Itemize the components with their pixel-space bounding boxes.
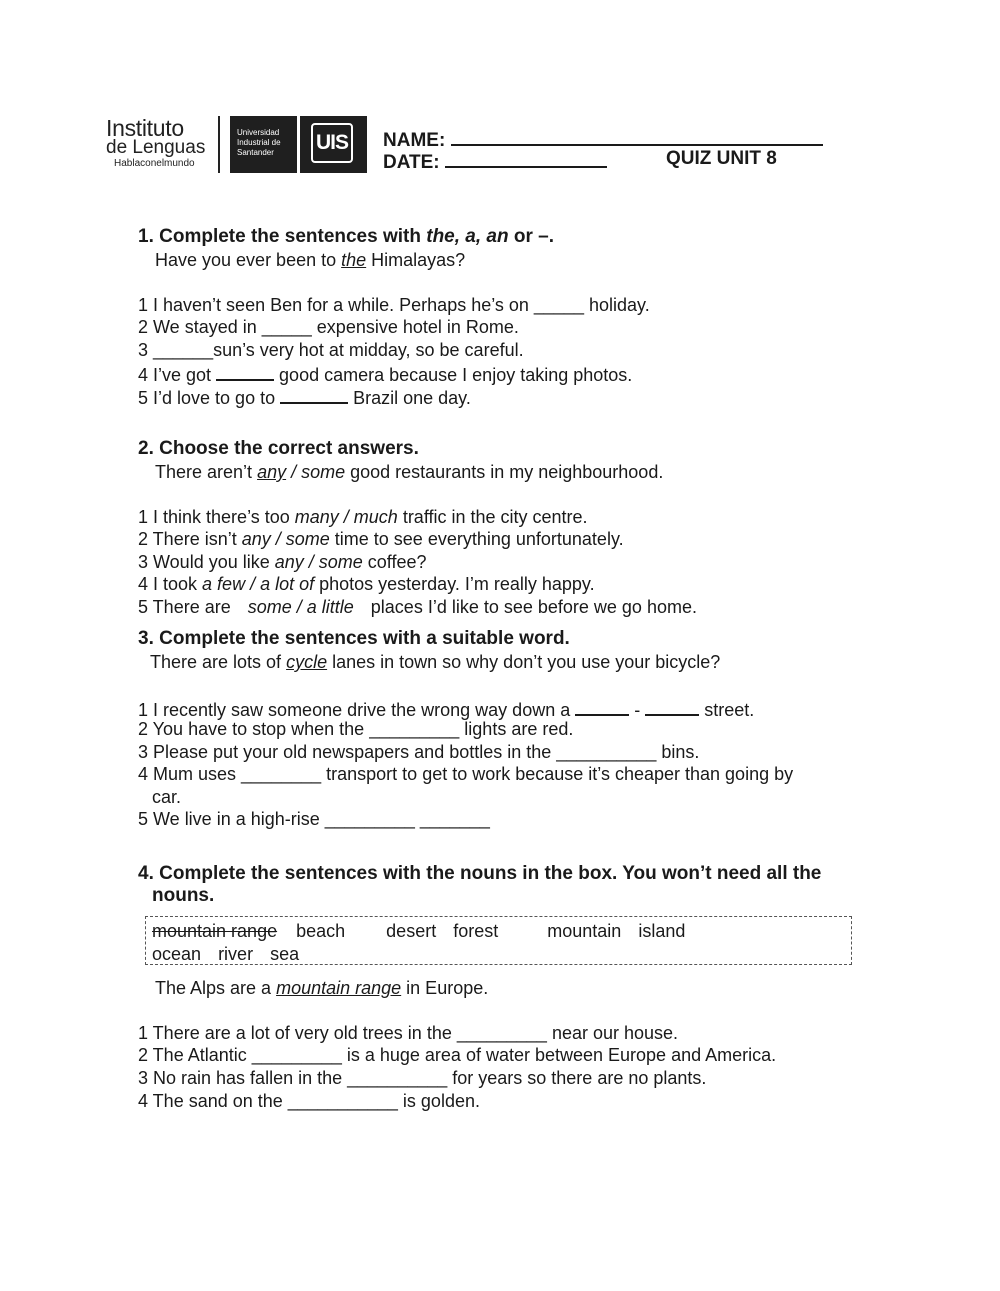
section3-question-5 [138,808,490,830]
question-text: 2 You have to stop when the [138,719,370,739]
uis-logo-mark: UIS [311,123,353,163]
name-blank[interactable] [451,126,823,146]
section2-question-3 [138,551,427,573]
answer-blank[interactable]: ________ [241,764,322,784]
question-text: 3 Would you like [138,552,275,572]
date-label: DATE: [383,152,440,173]
question-text: 1 I recently saw someone drive the wrong way down a [138,700,576,720]
example-text-end: in Europe. [401,978,489,998]
answer-blank[interactable] [645,696,699,716]
answer-blank[interactable]: _________ [456,1023,547,1043]
example-text: Have you ever been to [155,250,342,270]
noun-word: mountain [547,921,622,941]
answer-blank[interactable]: __________ [347,1068,448,1088]
section1-example [155,249,465,271]
question-text-end: traffic in the city centre. [397,507,588,527]
noun-word: ocean [152,944,202,964]
section1-title-end: or –. [508,226,555,247]
section1-title [138,226,554,248]
institute-logo-title: Instituto [106,115,184,141]
noun-word: sea [270,944,300,964]
noun-word: beach [296,921,346,941]
answer-blank[interactable]: ______ [153,340,214,360]
section2-question-1 [138,506,588,528]
question-text-end: holiday. [583,295,650,315]
question-text-end: for years so there are no plants. [447,1068,707,1088]
question-text-end: street. [699,700,755,720]
question-text: 5 I’d love to go to [138,388,281,408]
question-text-end: bins. [656,742,700,762]
answer-blank[interactable] [216,361,274,381]
section1-question-3 [138,339,524,361]
section4-question-4 [138,1090,480,1112]
institute-logo-subtitle: de Lenguas [106,137,206,158]
question-text: 1 I think there’s too [138,507,295,527]
answer-blank[interactable]: ___________ [287,1091,398,1111]
date-blank[interactable] [445,148,607,168]
answer-options[interactable]: a few / a lot of [202,574,315,594]
question-text: 4 The sand on the [138,1091,288,1111]
institute-logo-tagline: Hablaconelmundo [114,158,195,169]
answer-blank[interactable]: _____ [261,317,312,337]
question-text: 3 Please put your old newspapers and bottles in the [138,742,557,762]
question-text: 4 I’ve got [138,365,217,385]
example-text-end: lanes in town so why don’t you use your bicycle? [327,652,721,672]
example-text-end: good restaurants in my neighbourhood. [345,462,664,482]
section3-question-4-continued: car. [152,787,182,807]
section4-question-1 [138,1022,678,1044]
example-answer: the [341,250,367,270]
section2-question-2 [138,528,624,550]
section1-question-4 [138,361,632,386]
university-name-logo [230,116,297,173]
noun-word: river [218,944,254,964]
question-text: 1 There are a lot of very old trees in the [138,1023,457,1043]
section1-title-text: 1. Complete the sentences with [138,226,427,247]
example-answer: any [257,462,287,482]
date-field [383,148,607,174]
question-text: 3 [138,340,154,360]
question-text: 2 We stayed in [138,317,262,337]
answer-blank[interactable]: _________ [324,809,415,829]
example-answer: mountain range [276,978,402,998]
section4-example [155,977,488,999]
section2-example [155,461,663,483]
question-text-end: lights are red. [459,719,574,739]
question-text-end: near our house. [546,1023,679,1043]
noun-word: island [638,921,686,941]
question-text-end: photos yesterday. I’m really happy. [314,574,595,594]
example-text: The Alps are a [155,978,277,998]
question-text-end: is golden. [397,1091,480,1111]
answer-blank[interactable]: __________ [556,742,657,762]
question-text: 2 There isn’t [138,529,242,549]
question-text: 2 The Atlantic [138,1045,252,1065]
question-text-end: good camera because I enjoy taking photos. [274,365,633,385]
section4-question-2 [138,1044,776,1066]
quiz-title: QUIZ UNIT 8 [666,148,777,169]
question-text-end: transport to get to work because it’s cheaper than going by [321,764,794,784]
section1-title-words: the, a, an [426,226,509,247]
university-name-line3: Santander [237,148,274,157]
question-text: 4 Mum uses [138,764,242,784]
section3-question-2 [138,718,573,740]
noun-box-row-2 [152,943,299,965]
section2-question-4 [138,573,595,595]
answer-options[interactable]: any / some [274,552,363,572]
question-text-end: places I’d like to see before we go home. [365,597,697,617]
example-text: There aren’t [155,462,258,482]
question-text-end: coffee? [362,552,427,572]
question-text: 1 I haven’t seen Ben for a while. Perhaps he’s on [138,295,534,315]
answer-blank[interactable]: _____ [533,295,584,315]
section2-title: 2. Choose the correct answers. [138,438,419,459]
question-text: 4 I took [138,574,203,594]
answer-blank[interactable]: _________ [251,1045,342,1065]
answer-options[interactable]: some / a little [247,597,354,617]
section3-question-4 [138,763,793,785]
university-name-line1: Universidad [237,128,280,137]
section3-question-3 [138,741,699,763]
section1-question-5 [138,384,471,409]
answer-options[interactable]: many / much [294,507,398,527]
noun-word: forest [453,921,499,941]
answer-blank[interactable]: _______ [419,809,490,829]
question-text-end: Brazil one day. [348,388,471,408]
hyphen: - [629,700,646,720]
question-text: 3 No rain has fallen in the [138,1068,348,1088]
question-text-end: is a huge area of water between Europe and America. [341,1045,777,1065]
example-options: / some [286,462,346,482]
logo-divider [218,116,220,173]
uis-logo [300,116,367,173]
question-text-end: expensive hotel in Rome. [311,317,519,337]
example-text-end: Himalayas? [366,250,466,270]
example-text: There are lots of [150,652,287,672]
noun-word-used: mountain range [152,921,278,941]
section3-example [150,651,720,673]
question-text: 5 We live in a high-rise [138,809,325,829]
section3-title: 3. Complete the sentences with a suitable word. [138,628,570,649]
question-text-end: sun’s very hot at midday, so be careful. [213,340,524,360]
answer-blank[interactable] [280,384,348,404]
section2-question-5 [138,596,697,618]
section1-question-1 [138,294,650,316]
section4-title: 4. Complete the sentences with the nouns in the box. You won’t need all the [138,863,822,884]
example-answer: cycle [286,652,328,672]
section1-question-2 [138,316,519,338]
noun-box-row-1 [152,920,685,942]
answer-blank[interactable] [575,696,629,716]
answer-blank[interactable]: _________ [369,719,460,739]
section4-question-3 [138,1067,706,1089]
question-text-end: time to see everything unfortunately. [329,529,624,549]
section4-title-continued: nouns. [152,885,215,906]
question-text: 5 There are [138,597,236,617]
answer-options[interactable]: any / some [241,529,330,549]
noun-word: desert [386,921,437,941]
university-name-line2: Industrial de [237,138,281,147]
name-label: NAME: [383,130,446,151]
